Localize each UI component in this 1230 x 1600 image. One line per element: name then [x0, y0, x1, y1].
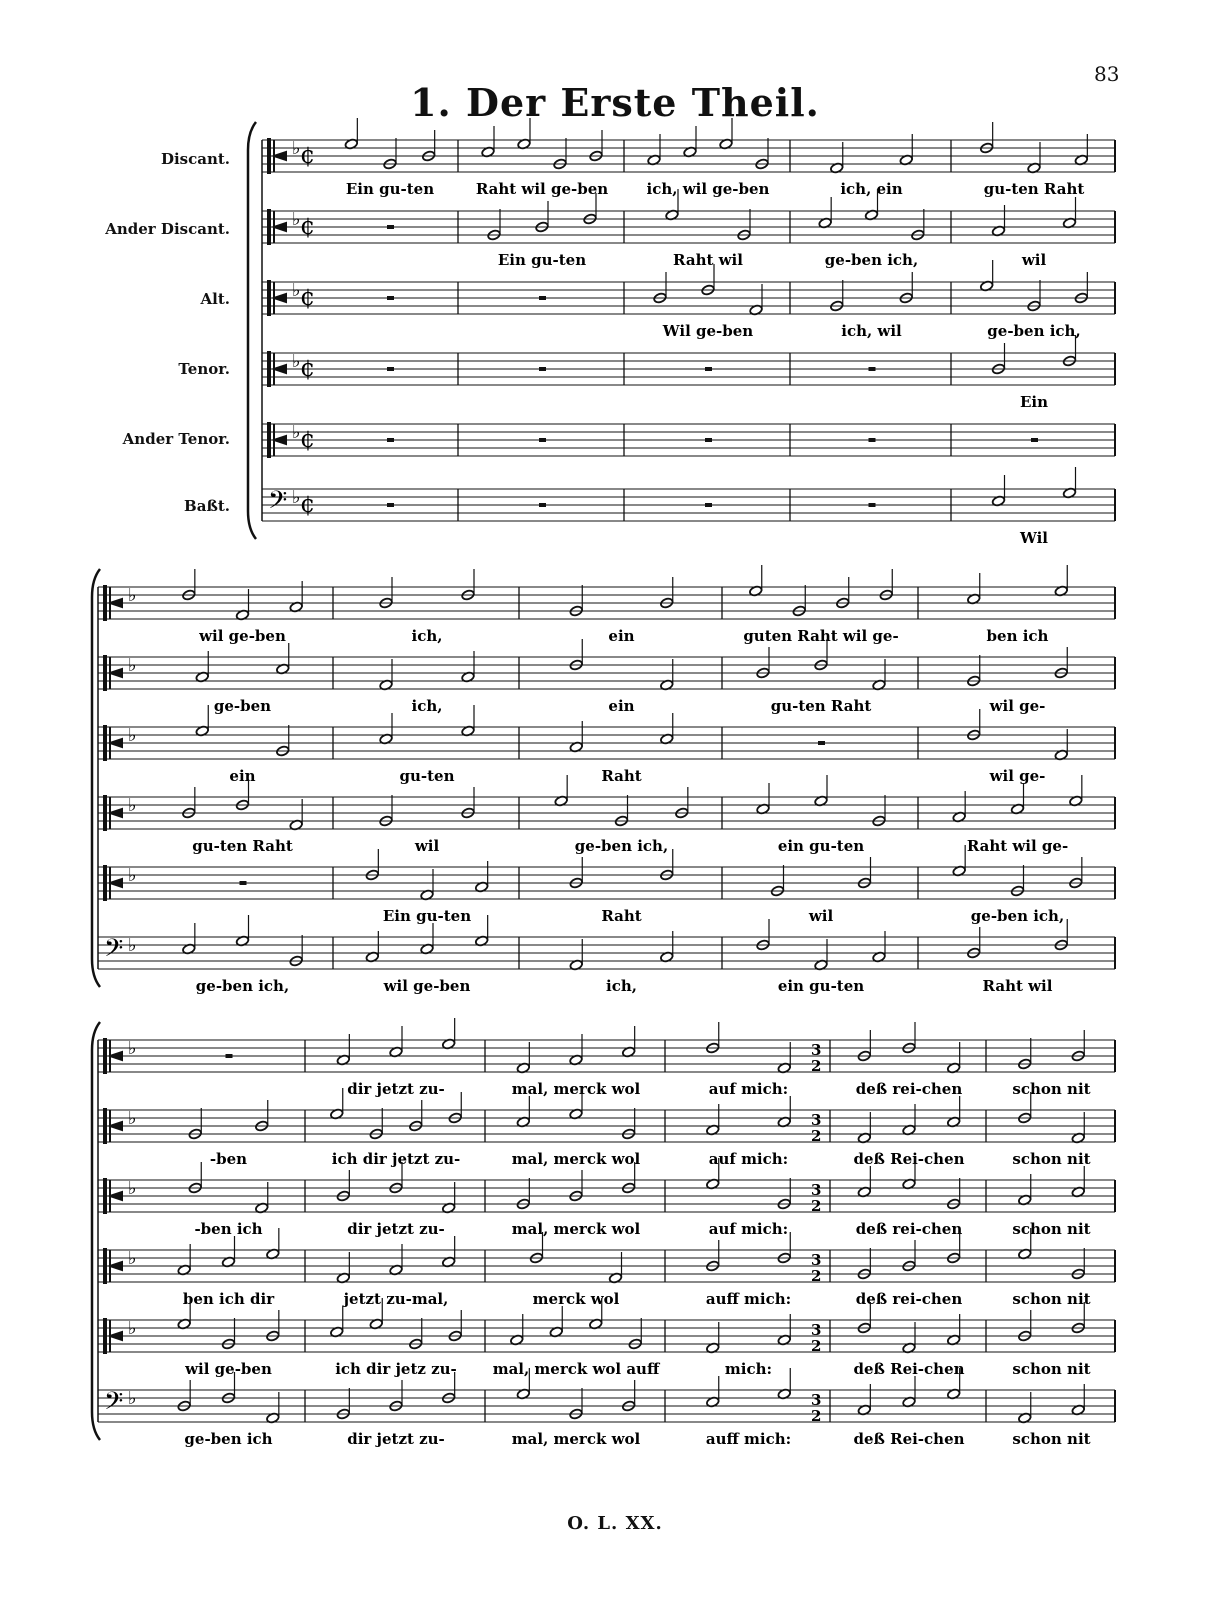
- lyric-text: Raht wil ge-: [966, 837, 1069, 855]
- lyric-text: auff mich:: [705, 1290, 792, 1308]
- c-clef: [103, 1108, 107, 1144]
- lyric-text: guten Raht wil ge-: [743, 627, 899, 645]
- time-signature: ¢: [300, 490, 316, 518]
- flat-key-signature: ♭: [292, 487, 301, 508]
- flat-key-signature: ♭: [292, 351, 301, 372]
- c-clef: [110, 1180, 122, 1212]
- c-clef: [103, 1318, 107, 1354]
- rest: [387, 225, 394, 229]
- lyric-text: ein: [608, 697, 635, 715]
- lyric-text: mal, merck wol auff: [492, 1360, 660, 1378]
- lyric-text: Raht wil ge-ben: [475, 180, 609, 198]
- system-bracket: [248, 122, 256, 539]
- lyric-text: schon nit: [1012, 1290, 1091, 1308]
- c-clef: [110, 657, 122, 689]
- flat-key-signature: ♭: [128, 1248, 137, 1269]
- bass-clef: 𝄢: [268, 486, 288, 521]
- lyric-text: auff mich:: [705, 1430, 792, 1448]
- lyric-text: wil ge-ben: [383, 977, 471, 995]
- meter-change: 3: [811, 1111, 822, 1129]
- lyric-text: auf mich:: [708, 1080, 789, 1098]
- lyric-text: ge-ben ich,: [574, 837, 669, 855]
- voice-label-bass: Baßt.: [184, 497, 230, 515]
- lyric-text: Ein: [1019, 393, 1049, 411]
- c-clef: [110, 867, 122, 899]
- lyric-text: ben ich dir: [182, 1290, 275, 1308]
- lyric-text: merck wol: [532, 1290, 620, 1308]
- flat-key-signature: ♭: [128, 725, 137, 746]
- lyric-text: jetzt zu-mal,: [343, 1290, 449, 1308]
- lyric-text: ge-ben: [213, 697, 272, 715]
- meter-change: 3: [811, 1391, 822, 1409]
- time-signature: ¢: [300, 425, 316, 453]
- rest: [387, 367, 394, 371]
- rest: [539, 367, 546, 371]
- lyric-text: gu-ten Raht: [192, 837, 293, 855]
- lyric-text: auf mich:: [708, 1220, 789, 1238]
- meter-change: 2: [811, 1407, 822, 1425]
- c-clef: [103, 1248, 107, 1284]
- rest: [387, 438, 394, 442]
- lyric-text: gu-ten Raht: [983, 180, 1085, 198]
- lyric-text: deß Rei-chen: [853, 1360, 965, 1378]
- time-signature: ¢: [300, 141, 316, 169]
- page-number: 83: [1094, 62, 1120, 86]
- c-clef: [274, 424, 286, 456]
- flat-key-signature: ♭: [292, 280, 301, 301]
- c-clef: [267, 209, 271, 245]
- lyric-text: Raht: [601, 767, 642, 785]
- c-clef: [103, 795, 107, 831]
- voice-label-ander-discant: Ander Discant.: [105, 220, 230, 238]
- rest: [869, 367, 876, 371]
- lyric-text: ich, ein: [840, 180, 903, 198]
- rest: [226, 1054, 233, 1058]
- flat-key-signature: ♭: [128, 1388, 137, 1409]
- system-bracket: [92, 1022, 100, 1440]
- c-clef: [267, 351, 271, 387]
- rest: [387, 503, 394, 507]
- c-clef: [267, 422, 271, 458]
- lyric-text: mal, merck wol: [511, 1150, 641, 1168]
- rest: [539, 503, 546, 507]
- c-clef: [103, 1178, 107, 1214]
- c-clef: [103, 1038, 107, 1074]
- rest: [869, 503, 876, 507]
- flat-key-signature: ♭: [292, 209, 301, 230]
- lyric-text: ich, wil ge-ben: [646, 180, 770, 198]
- lyric-text: wil: [1021, 251, 1047, 269]
- lyric-text: deß rei-chen: [855, 1080, 963, 1098]
- lyric-text: ge-ben ich,: [987, 322, 1081, 340]
- lyric-text: ge-ben ich,: [824, 251, 919, 269]
- page-title: 1. Der Erste Theil.: [410, 80, 820, 125]
- lyric-text: mal, merck wol: [511, 1220, 641, 1238]
- lyric-text: gu-ten: [399, 767, 455, 785]
- time-signature: ¢: [300, 212, 316, 240]
- c-clef: [103, 865, 107, 901]
- system-bracket: [92, 569, 100, 987]
- flat-key-signature: ♭: [128, 935, 137, 956]
- c-clef: [110, 1250, 122, 1282]
- lyric-text: Wil: [1020, 529, 1048, 547]
- lyric-text: ich, wil: [841, 322, 902, 340]
- lyric-text: ein gu-ten: [777, 977, 865, 995]
- flat-key-signature: ♭: [292, 422, 301, 443]
- bass-clef: 𝄢: [104, 934, 124, 969]
- rest: [869, 438, 876, 442]
- lyric-text: schon nit: [1012, 1150, 1091, 1168]
- rest: [818, 741, 825, 745]
- lyric-text: schon nit: [1012, 1220, 1091, 1238]
- lyric-text: -ben ich: [194, 1220, 263, 1238]
- c-clef: [110, 727, 122, 759]
- time-signature: ¢: [300, 354, 316, 382]
- lyric-text: ge-ben ich,: [195, 977, 290, 995]
- rest: [387, 296, 394, 300]
- lyric-text: deß Rei-chen: [853, 1150, 965, 1168]
- lyric-text: dir jetzt zu-: [347, 1080, 445, 1098]
- flat-key-signature: ♭: [292, 138, 301, 159]
- rest: [539, 438, 546, 442]
- c-clef: [110, 797, 122, 829]
- lyric-text: wil ge-ben: [199, 627, 286, 645]
- flat-key-signature: ♭: [128, 1318, 137, 1339]
- lyric-text: ein: [608, 627, 635, 645]
- c-clef: [110, 1320, 122, 1352]
- lyric-text: dir jetzt zu-: [347, 1430, 445, 1448]
- flat-key-signature: ♭: [128, 795, 137, 816]
- flat-key-signature: ♭: [128, 585, 137, 606]
- flat-key-signature: ♭: [128, 655, 137, 676]
- lyric-text: mal, merck wol: [511, 1430, 641, 1448]
- c-clef: [274, 353, 286, 385]
- lyric-text: mal, merck wol: [511, 1080, 641, 1098]
- lyric-text: ein: [229, 767, 256, 785]
- lyric-text: schon nit: [1012, 1360, 1091, 1378]
- lyric-text: deß rei-chen: [855, 1290, 963, 1308]
- flat-key-signature: ♭: [128, 865, 137, 886]
- voice-label-ander-tenor: Ander Tenor.: [122, 430, 230, 448]
- lyric-text: -ben: [209, 1150, 248, 1168]
- lyric-text: wil ge-ben: [185, 1360, 272, 1378]
- lyric-text: Wil ge-ben: [662, 322, 754, 340]
- lyric-text: mich:: [724, 1360, 773, 1378]
- lyric-text: ich,: [606, 977, 637, 995]
- lyric-text: ich dir jetz zu-: [335, 1360, 457, 1378]
- meter-change: 3: [811, 1181, 822, 1199]
- lyric-text: Raht wil: [982, 977, 1053, 995]
- lyric-text: Raht wil: [673, 251, 743, 269]
- lyric-text: wil: [414, 837, 440, 855]
- footer-code: O. L. XX.: [567, 1513, 663, 1534]
- c-clef: [110, 1110, 122, 1142]
- c-clef: [274, 140, 286, 172]
- flat-key-signature: ♭: [128, 1178, 137, 1199]
- lyric-text: wil ge-: [989, 767, 1046, 785]
- lyric-text: wil ge-: [989, 697, 1046, 715]
- lyric-text: schon nit: [1012, 1080, 1091, 1098]
- lyric-text: gu-ten Raht: [770, 697, 872, 715]
- meter-change: 2: [811, 1127, 822, 1145]
- lyric-text: ge-ben ich: [184, 1430, 273, 1448]
- bass-clef: 𝄢: [104, 1387, 124, 1422]
- lyric-text: dir jetzt zu-: [347, 1220, 445, 1238]
- voice-label-alt: Alt.: [200, 290, 230, 308]
- lyric-text: auf mich:: [708, 1150, 789, 1168]
- rest: [1031, 438, 1038, 442]
- lyric-text: ein gu-ten: [777, 837, 865, 855]
- lyric-text: schon nit: [1012, 1430, 1091, 1448]
- meter-change: 3: [811, 1041, 822, 1059]
- c-clef: [110, 1040, 122, 1072]
- c-clef: [103, 725, 107, 761]
- flat-key-signature: ♭: [128, 1038, 137, 1059]
- c-clef: [267, 138, 271, 174]
- rest: [705, 367, 712, 371]
- meter-change: 3: [811, 1321, 822, 1339]
- lyric-text: Ein gu-ten: [345, 180, 435, 198]
- meter-change: 2: [811, 1057, 822, 1075]
- voice-label-discant: Discant.: [160, 150, 230, 168]
- lyric-text: ich,: [411, 697, 443, 715]
- c-clef: [274, 211, 286, 243]
- rest: [705, 438, 712, 442]
- c-clef: [267, 280, 271, 316]
- meter-change: 3: [811, 1251, 822, 1269]
- flat-key-signature: ♭: [128, 1108, 137, 1129]
- rest: [240, 881, 247, 885]
- lyric-text: deß Rei-chen: [853, 1430, 965, 1448]
- lyric-text: ich dir jetzt zu-: [331, 1150, 461, 1168]
- lyric-text: ich,: [411, 627, 443, 645]
- lyric-text: wil: [808, 907, 834, 925]
- lyric-text: Raht: [601, 907, 642, 925]
- lyric-text: Ein gu-ten: [497, 251, 587, 269]
- lyric-text: deß rei-chen: [855, 1220, 963, 1238]
- rest: [705, 503, 712, 507]
- c-clef: [274, 282, 286, 314]
- c-clef: [103, 655, 107, 691]
- rest: [539, 296, 546, 300]
- meter-change: 2: [811, 1197, 822, 1215]
- voice-label-tenor: Tenor.: [178, 360, 230, 378]
- time-signature: ¢: [300, 283, 316, 311]
- c-clef: [103, 585, 107, 621]
- lyric-text: ge-ben ich,: [970, 907, 1065, 925]
- lyric-text: Ein gu-ten: [382, 907, 472, 925]
- lyric-text: ben ich: [986, 627, 1049, 645]
- meter-change: 2: [811, 1267, 822, 1285]
- meter-change: 2: [811, 1337, 822, 1355]
- c-clef: [110, 587, 122, 619]
